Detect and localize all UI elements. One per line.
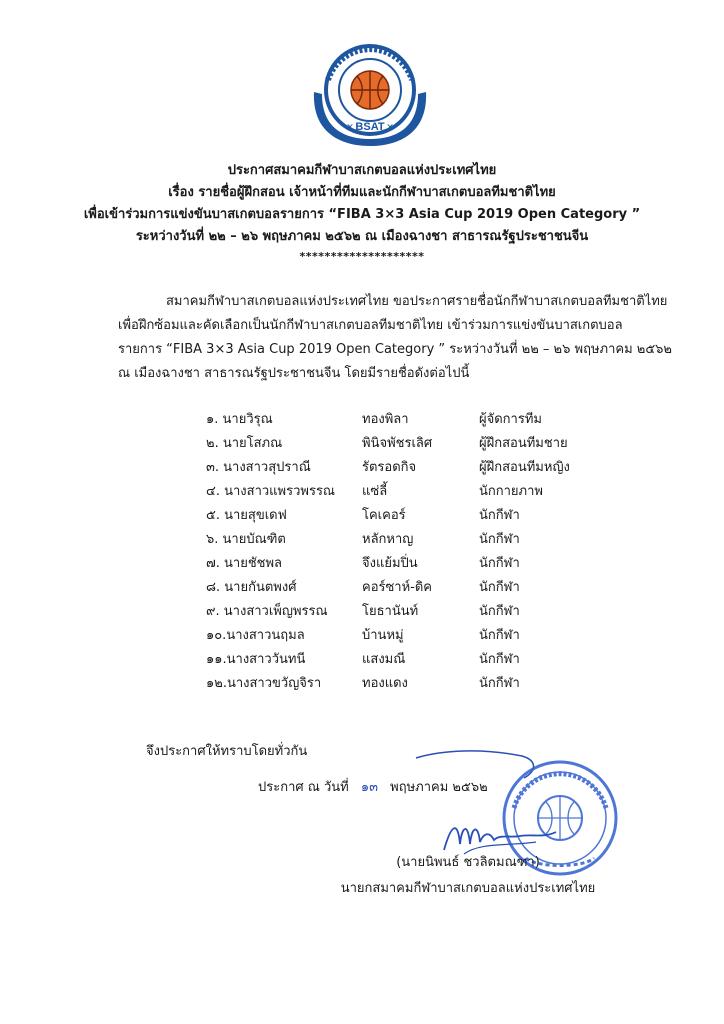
roster-last-name: ทองพิลา — [362, 411, 409, 427]
roster-last-name: โคเคอร์ — [362, 507, 406, 523]
date-month-year: พฤษภาคม ๒๕๖๒ — [390, 780, 488, 795]
roster-row — [206, 406, 626, 430]
roster-role: นักกีฬา — [479, 651, 520, 667]
document-heading — [0, 160, 724, 266]
roster-role: นักกีฬา — [479, 507, 520, 523]
roster-role: นักกีฬา — [479, 579, 520, 595]
roster-last-name: พินิจพัชรเลิศ — [362, 435, 433, 451]
logo-bsat-text: BSAT — [355, 121, 385, 133]
date-day: ๑๓ — [360, 780, 379, 795]
roster-first-name: ๑๑.นางสาววันทนี — [206, 651, 306, 667]
roster-row — [206, 550, 626, 574]
closing-statement: จึงประกาศให้ทราบโดยทั่วกัน — [146, 744, 308, 759]
svg-text:✕: ✕ — [346, 123, 354, 133]
roster-role: ผู้ฝึกสอนทีมหญิง — [479, 459, 570, 475]
roster-role: นักกีฬา — [479, 531, 520, 547]
roster-first-name: ๓. นางสาวสุปราณี — [206, 459, 311, 475]
heading-event: เพื่อเข้าร่วมการแข่งขันบาสเกตบอลรายการ “FIBA 3×3 Asia Cup 2019 Open Category ” — [83, 207, 641, 222]
roster-first-name: ๑๒.นางสาวขวัญจิรา — [206, 675, 322, 691]
roster-first-name: ๖. นายบัณฑิต — [206, 531, 286, 547]
signatory-title: นายกสมาคมกีฬาบาสเกตบอลแห่งประเทศไทย — [340, 881, 596, 896]
roster-first-name: ๘. นายกันตพงศ์ — [206, 579, 297, 595]
roster-role: นักกีฬา — [479, 603, 520, 619]
roster-list — [206, 406, 626, 694]
roster-row — [206, 478, 626, 502]
roster-first-name: ๗. นายชัชพล — [206, 555, 283, 571]
heading-subject: เรื่อง รายชื่อผู้ฝึกสอน เจ้าหน้าที่ทีมและนักกีฬาบาสเกตบอลทีมชาติไทย — [168, 185, 556, 200]
bsat-logo — [306, 42, 434, 148]
roster-last-name: หลักหาญ — [362, 531, 414, 547]
signatory-block — [338, 850, 598, 902]
roster-row — [206, 598, 626, 622]
roster-first-name: ๙. นางสาวเพ็ญพรรณ — [206, 603, 328, 619]
roster-first-name: ๕. นายสุขเดฟ — [206, 507, 287, 523]
roster-row — [206, 526, 626, 550]
roster-last-name: แซ่ลี้ — [362, 483, 388, 499]
roster-role: ผู้ฝึกสอนทีมชาย — [479, 435, 568, 451]
roster-last-name: จึงแย้มปิ่น — [362, 555, 418, 571]
signatory-name: (นายนิพนธ์ ชวลิตมณฑา) — [396, 855, 540, 870]
roster-row — [206, 670, 626, 694]
roster-last-name: ทองแดง — [362, 675, 408, 691]
roster-last-name: บ้านหมู่ — [362, 627, 404, 643]
body-line: รายการ “FIBA 3×3 Asia Cup 2019 Open Category ” ระหว่างวันที่ ๒๒ – ๒๖ พฤษภาคม ๒๕๖๒ — [118, 342, 673, 357]
roster-row — [206, 622, 626, 646]
roster-role: นักกายภาพ — [479, 483, 543, 499]
roster-row — [206, 454, 626, 478]
body-line: สมาคมกีฬาบาสเกตบอลแห่งประเทศไทย ขอประกาศรายชื่อนักกีฬาบาสเกตบอลทีมชาติไทย — [166, 294, 668, 309]
roster-first-name: ๑. นายวิรุณ — [206, 411, 273, 427]
roster-role: ผู้จัดการทีม — [479, 411, 542, 427]
roster-first-name: ๑๐.นางสาวนฤมล — [206, 627, 305, 643]
roster-row — [206, 574, 626, 598]
svg-text:✕: ✕ — [386, 123, 394, 133]
date-prefix: ประกาศ ณ วันที่ — [258, 780, 349, 795]
body-line: เพื่อฝึกซ้อมและคัดเลือกเป็นนักกีฬาบาสเกตบอลทีมชาติไทย เข้าร่วมการแข่งขันบาสเกตบอล — [118, 318, 623, 333]
heading-title: ประกาศสมาคมกีฬาบาสเกตบอลแห่งประเทศไทย — [227, 163, 497, 178]
roster-role: นักกีฬา — [479, 555, 520, 571]
roster-last-name: โยธานันท์ — [362, 603, 419, 619]
body-paragraph — [118, 290, 673, 386]
heading-separator: ******************** — [299, 250, 425, 263]
roster-row — [206, 430, 626, 454]
roster-row — [206, 502, 626, 526]
roster-role: นักกีฬา — [479, 627, 520, 643]
roster-row — [206, 646, 626, 670]
roster-role: นักกีฬา — [479, 675, 520, 691]
body-line: ณ เมืองฉางชา สาธารณรัฐประชาชนจีน โดยมีรายชื่อดังต่อไปนี้ — [118, 366, 470, 381]
roster-first-name: ๔. นางสาวแพรวพรรณ — [206, 483, 335, 499]
heading-dates: ระหว่างวันที่ ๒๒ – ๒๖ พฤษภาคม ๒๕๖๒ ณ เมืองฉางชา สาธารณรัฐประชาชนจีน — [135, 229, 589, 244]
roster-last-name: คอร์ซาห์-ดิค — [362, 579, 433, 595]
roster-first-name: ๒. นายโสภณ — [206, 435, 283, 451]
roster-last-name: รัตรอดกิจ — [362, 459, 417, 475]
roster-last-name: แสงมณี — [362, 651, 406, 667]
